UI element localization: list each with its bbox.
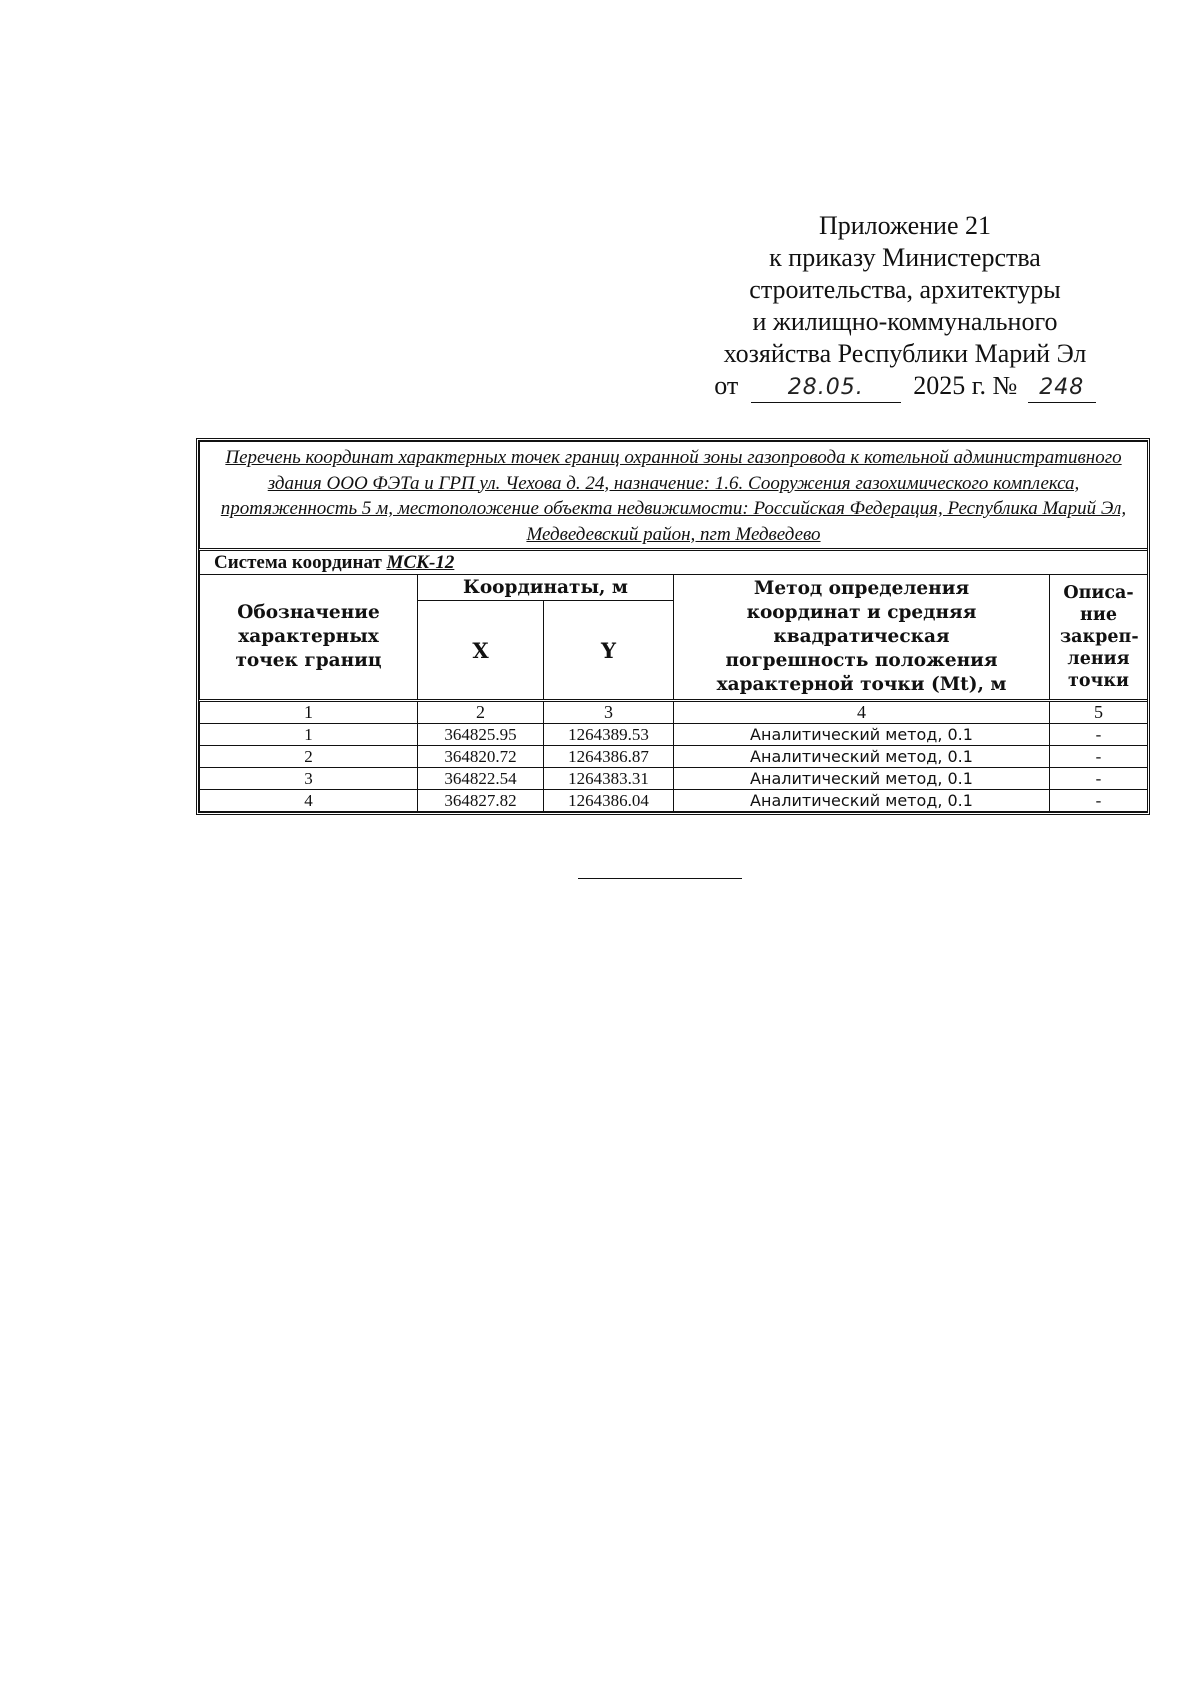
y-cell: 1264389.53 bbox=[544, 724, 674, 746]
handwritten-date: 28.05. bbox=[751, 374, 901, 403]
column-number: 2 bbox=[418, 701, 544, 724]
x-cell: 364827.82 bbox=[418, 790, 544, 812]
point-cell: 4 bbox=[200, 790, 418, 812]
coordinates-table bbox=[199, 441, 1148, 812]
column-number: 4 bbox=[674, 701, 1050, 724]
coordinate-system-label: Система координат bbox=[214, 552, 382, 573]
description-cell: - bbox=[1050, 746, 1148, 768]
handwritten-number: 248 bbox=[1028, 374, 1096, 403]
header-x: X bbox=[418, 601, 544, 701]
appendix-title: Приложение 21 bbox=[818, 211, 992, 240]
point-cell: 3 bbox=[200, 768, 418, 790]
appendix-order-line: к приказу Министерства bbox=[769, 243, 1041, 272]
column-number-row bbox=[200, 701, 1148, 724]
coordinate-system-row bbox=[200, 550, 1148, 575]
year-number-label: 2025 г. № bbox=[913, 371, 1018, 400]
table-row bbox=[200, 746, 1148, 768]
table-row bbox=[200, 768, 1148, 790]
from-label: от bbox=[714, 371, 739, 400]
appendix-ministry-line-2: и жилищно-коммунального bbox=[752, 307, 1058, 336]
appendix-date-line bbox=[690, 370, 1120, 403]
y-cell: 1264386.04 bbox=[544, 790, 674, 812]
column-number: 1 bbox=[200, 701, 418, 724]
y-cell: 1264383.31 bbox=[544, 768, 674, 790]
column-number: 5 bbox=[1050, 701, 1148, 724]
y-cell: 1264386.87 bbox=[544, 746, 674, 768]
x-cell: 364820.72 bbox=[418, 746, 544, 768]
table-row bbox=[200, 724, 1148, 746]
x-cell: 364825.95 bbox=[418, 724, 544, 746]
method-cell: Аналитический метод, 0.1 bbox=[674, 746, 1050, 768]
description-cell: - bbox=[1050, 790, 1148, 812]
description-cell: - bbox=[1050, 768, 1148, 790]
point-cell: 2 bbox=[200, 746, 418, 768]
header-point-designation: Обозначение характерных точек границ bbox=[200, 575, 418, 701]
coordinates-table-frame bbox=[196, 438, 1150, 815]
header-method: Метод определения координат и средняя квадратическая погрешность положения характерной точки (Mt), м bbox=[674, 575, 1050, 701]
appendix-ministry-line-1: строительства, архитектуры bbox=[749, 275, 1061, 304]
table-title: Перечень координат характерных точек границ охранной зоны газопровода к котельной административного здания ООО ФЭТа и ГРП ул. Чехова д. 24, назначение: 1.6. Сооружения газохимического комплекса, протяженность 5 м, местоположение объекта недвижимости: Российская Федерация, Республика Марий Эл, Медведевский район, пгт Медведево bbox=[200, 442, 1148, 550]
header-coordinates: Координаты, м bbox=[418, 575, 674, 601]
x-cell: 364822.54 bbox=[418, 768, 544, 790]
coordinate-system-value: МСК-12 bbox=[386, 552, 455, 573]
point-cell: 1 bbox=[200, 724, 418, 746]
table-row bbox=[200, 790, 1148, 812]
description-cell: - bbox=[1050, 724, 1148, 746]
method-cell: Аналитический метод, 0.1 bbox=[674, 768, 1050, 790]
end-divider bbox=[578, 878, 742, 879]
header-y: Y bbox=[544, 601, 674, 701]
method-cell: Аналитический метод, 0.1 bbox=[674, 724, 1050, 746]
appendix-header bbox=[690, 210, 1120, 403]
method-cell: Аналитический метод, 0.1 bbox=[674, 790, 1050, 812]
header-description: Описа-ние закреп-ления точки bbox=[1050, 575, 1148, 701]
appendix-ministry-line-3: хозяйства Республики Марий Эл bbox=[723, 339, 1087, 368]
column-number: 3 bbox=[544, 701, 674, 724]
